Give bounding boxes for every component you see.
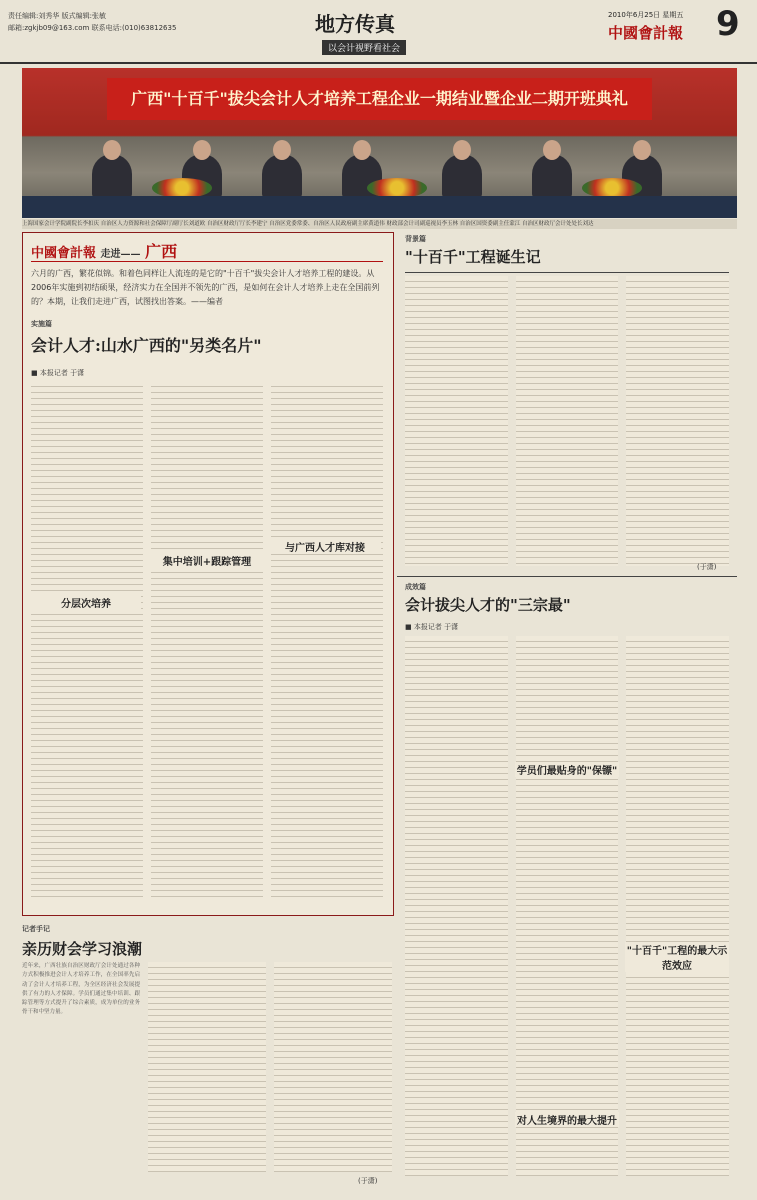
page-number: 9	[716, 4, 740, 44]
subhead: 与广西人才库对接	[269, 539, 381, 554]
origin-headline: "十百千"工程诞生记	[405, 248, 541, 266]
issue-date: 2010年6月25日 星期五	[608, 11, 684, 19]
divider	[31, 261, 383, 262]
newspaper-brand: 中國會計報	[608, 24, 684, 42]
editor-intro: 六月的广西，繁花似锦。和着色同样让人流连的是它的"十百千"拔尖会计人才培养工程的建设。从2006年实施到初结硕果，经济实力在全国并不领先的广西，是如何在会计人才培养上走在全国前列的？本期，让我们走进广西，试图找出答案。——编者	[31, 269, 380, 306]
page-header	[0, 0, 757, 64]
text-column	[31, 381, 143, 901]
feature-brand: 中國會計報 走进—— 广西	[31, 242, 178, 261]
subhead: "十百千"工程的最大示范效应	[625, 942, 729, 972]
subhead: 分层次培养	[31, 595, 141, 610]
byline: ■ 本报记者 于潇	[31, 369, 85, 377]
text-column	[626, 636, 729, 1176]
text-column	[516, 276, 619, 566]
text-column	[405, 276, 508, 566]
person	[262, 154, 302, 198]
feature-headline: 会计人才:山水广西的"另类名片"	[31, 336, 262, 355]
masthead-info: 责任编辑:刘秀华 版式编辑:张敏 邮箱:zgkjb09@163.com 联系电话:(010)63812635	[8, 12, 177, 32]
achievement-body	[405, 636, 729, 1176]
article-body	[31, 381, 383, 901]
subhead: 集中培训+跟踪管理	[151, 553, 263, 568]
person	[92, 154, 132, 198]
text-column	[151, 381, 263, 901]
reporter-notes	[22, 918, 392, 1190]
text-column	[516, 636, 619, 1176]
text-column	[626, 276, 729, 566]
subhead: 对人生境界的最大提升	[515, 1112, 619, 1127]
text-column: 近年来，广西壮族自治区财政厅会计处通过各种方式积极推进会计人才培养工作，在全国率先启动了会计人才培养工程，为全区经济社会发展提供了有力的人才保障。学员们通过集中培训、跟踪管理等方式提升了综合素质，成为单位的业务骨干和中坚力量。	[22, 963, 140, 1016]
photo-caption: 上海国家会计学院副院长李扣庆 自治区人力资源和社会保障厅副厅长刘道欧 自治区财政厅厅长李建宁 自治区党委常委、自治区人民政府副主席黄道伟 财政部会计司副巡视员李玉林 自治区国资委副主任蒙江 自治区财政厅会计处处长刘达	[22, 219, 737, 229]
flower-arrangement	[367, 178, 427, 198]
text-column	[148, 962, 266, 1172]
flower-arrangement	[152, 178, 212, 198]
author-credit: (于潇)	[697, 563, 717, 571]
author-credit: (于潇)	[358, 1177, 378, 1185]
section-tag: 背景篇	[405, 235, 426, 243]
subhead: 学员们最贴身的"保镖"	[515, 762, 619, 777]
text-column	[274, 962, 392, 1172]
section-tag: 成效篇	[405, 583, 426, 591]
right-column	[397, 232, 737, 1127]
byline: ■ 本报记者 于潇	[405, 623, 459, 631]
notes-body	[22, 962, 392, 1172]
notes-headline: 亲历财会学习浪潮	[22, 940, 143, 958]
section-tag: 实施篇	[31, 320, 52, 328]
section-title: 地方传真	[315, 12, 395, 36]
text-column	[405, 636, 508, 1176]
person	[442, 154, 482, 198]
flower-arrangement	[582, 178, 642, 198]
achievement-headline: 会计拔尖人才的"三宗最"	[405, 596, 571, 614]
section-subtitle: 以会计视野看社会	[322, 40, 406, 55]
ceremony-banner: 广西"十百千"拔尖会计人才培养工程企业一期结业暨企业二期开班典礼	[107, 78, 652, 120]
feature-article	[22, 232, 394, 916]
ceremony-photo	[22, 68, 737, 218]
section-tag: 记者手记	[22, 925, 50, 933]
divider	[397, 576, 737, 577]
person	[532, 154, 572, 198]
divider	[405, 272, 729, 273]
origin-body	[405, 276, 729, 566]
podium-table	[22, 196, 737, 218]
text-column	[271, 381, 383, 901]
